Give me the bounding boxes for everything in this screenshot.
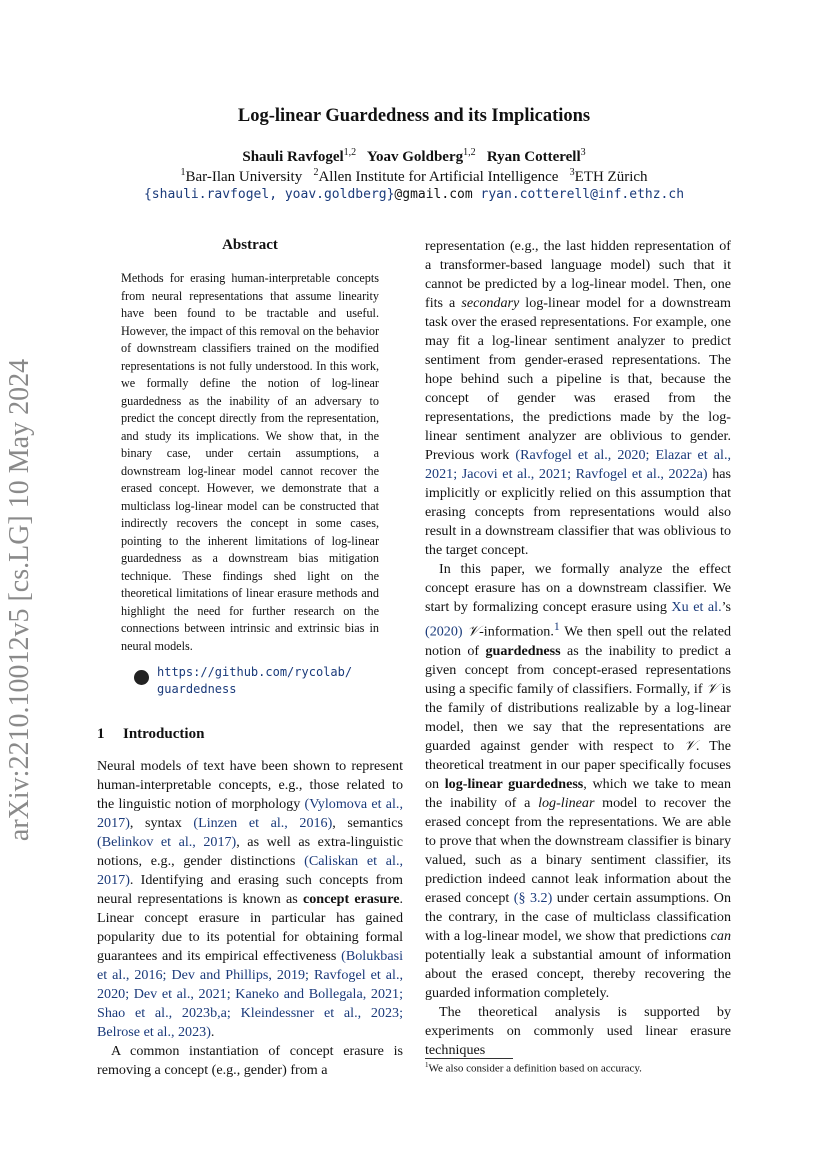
github-icon — [134, 670, 149, 685]
citation[interactable]: (Belinkov et al., 2017) — [97, 834, 237, 850]
paragraph: A common instantiation of concept erasure is removing a concept (e.g., gender) from a — [97, 1043, 403, 1078]
github-url-line[interactable]: https://github.com/rycolab/ — [157, 665, 353, 679]
author-name: Shauli Ravfogel — [242, 149, 344, 165]
citation[interactable]: (2020) — [425, 623, 463, 640]
section-title: Introduction — [123, 726, 205, 742]
affiliation: Allen Institute for Artificial Intelligence — [318, 169, 559, 185]
intro-right-column — [425, 237, 731, 1060]
citation[interactable]: (Bolukbasi et al., 2016; Dev and Phillips, 2019; Ravfogel et al., 2020; Dev et al., 2021; Kaneko and Bollegala, 2021; Shao et al., 2023b,a; Kleindessner et al., 2023; Belrose et al., 2023) — [97, 948, 403, 1040]
paper-title: Log-linear Guardedness and its Implications — [237, 106, 591, 126]
footnote-text: We also consider a definition based on accuracy. — [428, 1062, 642, 1075]
author-name: Ryan Cotterell — [486, 149, 581, 165]
abstract-heading: Abstract — [222, 237, 278, 253]
citation[interactable]: (Ravfogel et al., 2020; Elazar et al., 2021; Jacovi et al., 2021; Ravfogel et al., 2022a) — [425, 447, 731, 482]
paragraph: representation (e.g., the last hidden representation of a transformer-based language model) such that it cannot be predicted by a log-linear model. Then, one fits a secondary log-linear model for a downstream task over the erased representations. For example, one may fit a log-linear sentiment analyzer to predict sentiment from gender-erased representations. The hope behind such a pipeline is that, because the concept of gender was erased from the representations, the predictions made by the log-linear sentiment analyzer are oblivious to gender. Previous work (Ravfogel et al., 2020; Elazar et al., 2021; Jacovi et al., 2021; Ravfogel et al., 2022a) has implicitly or explicitly relied on this assumption that erasing concepts from representations would also result in a downstream classifier that was oblivious to the target concept. — [425, 238, 731, 558]
intro-left-column — [97, 757, 403, 1080]
affiliations — [0, 167, 828, 186]
citation[interactable]: (Linzen et al., 2016) — [193, 815, 333, 831]
footnote-rule — [425, 1058, 513, 1059]
github-url-line[interactable]: guardedness — [157, 682, 237, 696]
section-number: 1 — [97, 726, 105, 742]
footnote-marker[interactable]: 1 — [553, 620, 560, 633]
section-heading — [97, 726, 204, 743]
affiliation: Bar-Ilan University — [185, 169, 303, 185]
author-list — [0, 147, 828, 166]
footnote: $^1$We also consider a definition based on accuracy. — [425, 1061, 642, 1075]
paragraph: Neural models of text have been shown to represent human-interpretable concepts, e.g., those related to the linguistic notion of morphology (Vylomova et al., 2017), syntax (Linzen et al., 2016), semantics (Belinkov et al., 2017), as well as extra-linguistic notions, e.g., gender distinctions (Caliskan et al., 2017). Identifying and erasing such concepts from neural representations is known as concept erasure. Linear concept erasure in particular has gained popularity due to its potential for obtaining formal guarantees and its empirical effectiveness (Bolukbasi et al., 2016; Dev and Phillips, 2019; Ravfogel et al., 2020; Dev et al., 2021; Kaneko and Bollegala, 2021; Shao et al., 2023b,a; Kleindessner et al., 2023; Belrose et al., 2023). — [97, 758, 404, 1040]
author-sup: 1,2 — [343, 147, 357, 158]
arxiv-stamp-text: arXiv:2210.10012v5 [cs.LG] 10 May 2024 — [4, 358, 35, 842]
author-name: Yoav Goldberg — [366, 149, 464, 165]
paragraph: The theoretical analysis is supported by experiments on commonly used linear erasure techniques — [425, 1003, 731, 1058]
citation[interactable]: (Caliskan et al., 2017) — [97, 853, 403, 888]
affil-sup: 3 — [569, 167, 575, 178]
citation[interactable]: Xu et al. — [671, 599, 722, 615]
github-link[interactable] — [157, 664, 352, 698]
affil-sup: 1 — [180, 167, 186, 178]
author-sup: 1,2 — [463, 147, 476, 158]
email-domain: @gmail.com — [394, 187, 473, 202]
section-ref[interactable]: (§ 3.2) — [513, 889, 553, 906]
paragraph: In this paper, we formally analyze the effect concept erasure has on a downstream classifier. We start by formalizing concept erasure using Xu et al.’s (2020) 𝒱-information.$^1$ We then spell out the related notion of guardedness as the inability to predict a given concept from concept-erased representations using a specific family of classifiers. Formally, if 𝒱 is the family of distributions realizable by a log-linear model, then we say that the representations are guarded against gender with respect to 𝒱. The theoretical treatment in our paper specifically focuses on log-linear guardedness, which we take to mean the inability of a log-linear model to recover the erased concept from the representations. We are able to prove that when the downstream classifier is binary valued, such as a binary sentiment classifier, its prediction indeed cannot leak information about the erased concept (§ 3.2) under certain assumptions. On the contrary, in the case of multiclass classification with a log-linear model, we show that predictions can potentially leak a substantial amount of information about the erased concept, thereby recovering the guarded information completely. — [425, 561, 732, 1001]
email-group-link[interactable]: {shauli.ravfogel, yoav.goldberg} — [143, 187, 395, 202]
author-emails — [0, 187, 828, 202]
abstract-text: Methods for erasing human-interpretable concepts from neural representations that assume linearity have been found to be tractable and useful. However, the impact of this removal on the behavior of downstream classifiers trained on the modified representations is not fully understood. In this work, we formally define the notion of log-linear guardedness as the inability of an adversary to predict the concept directly from the representation, and study its implications. We show that, in the binary case, under certain assumptions, a downstream log-linear model cannot recover the erased concept. However, we demonstrate that a multiclass log-linear model can be constructed that indirectly recovers the concept in some cases, pointing to the inherent limitations of log-linear guardedness as a downstream bias mitigation technique. These findings shed light on the theoretical limitations of linear erasure methods and highlight the need for further research on the connections between intrinsic and extrinsic bias in neural models. — [121, 271, 379, 653]
email-link[interactable]: ryan.cotterell@inf.ethz.ch — [480, 187, 685, 202]
affiliation: ETH Zürich — [574, 169, 648, 185]
author-sup: 3 — [580, 147, 586, 158]
citation[interactable]: (Vylomova et al., 2017) — [97, 796, 403, 831]
affil-sup: 2 — [313, 167, 319, 178]
